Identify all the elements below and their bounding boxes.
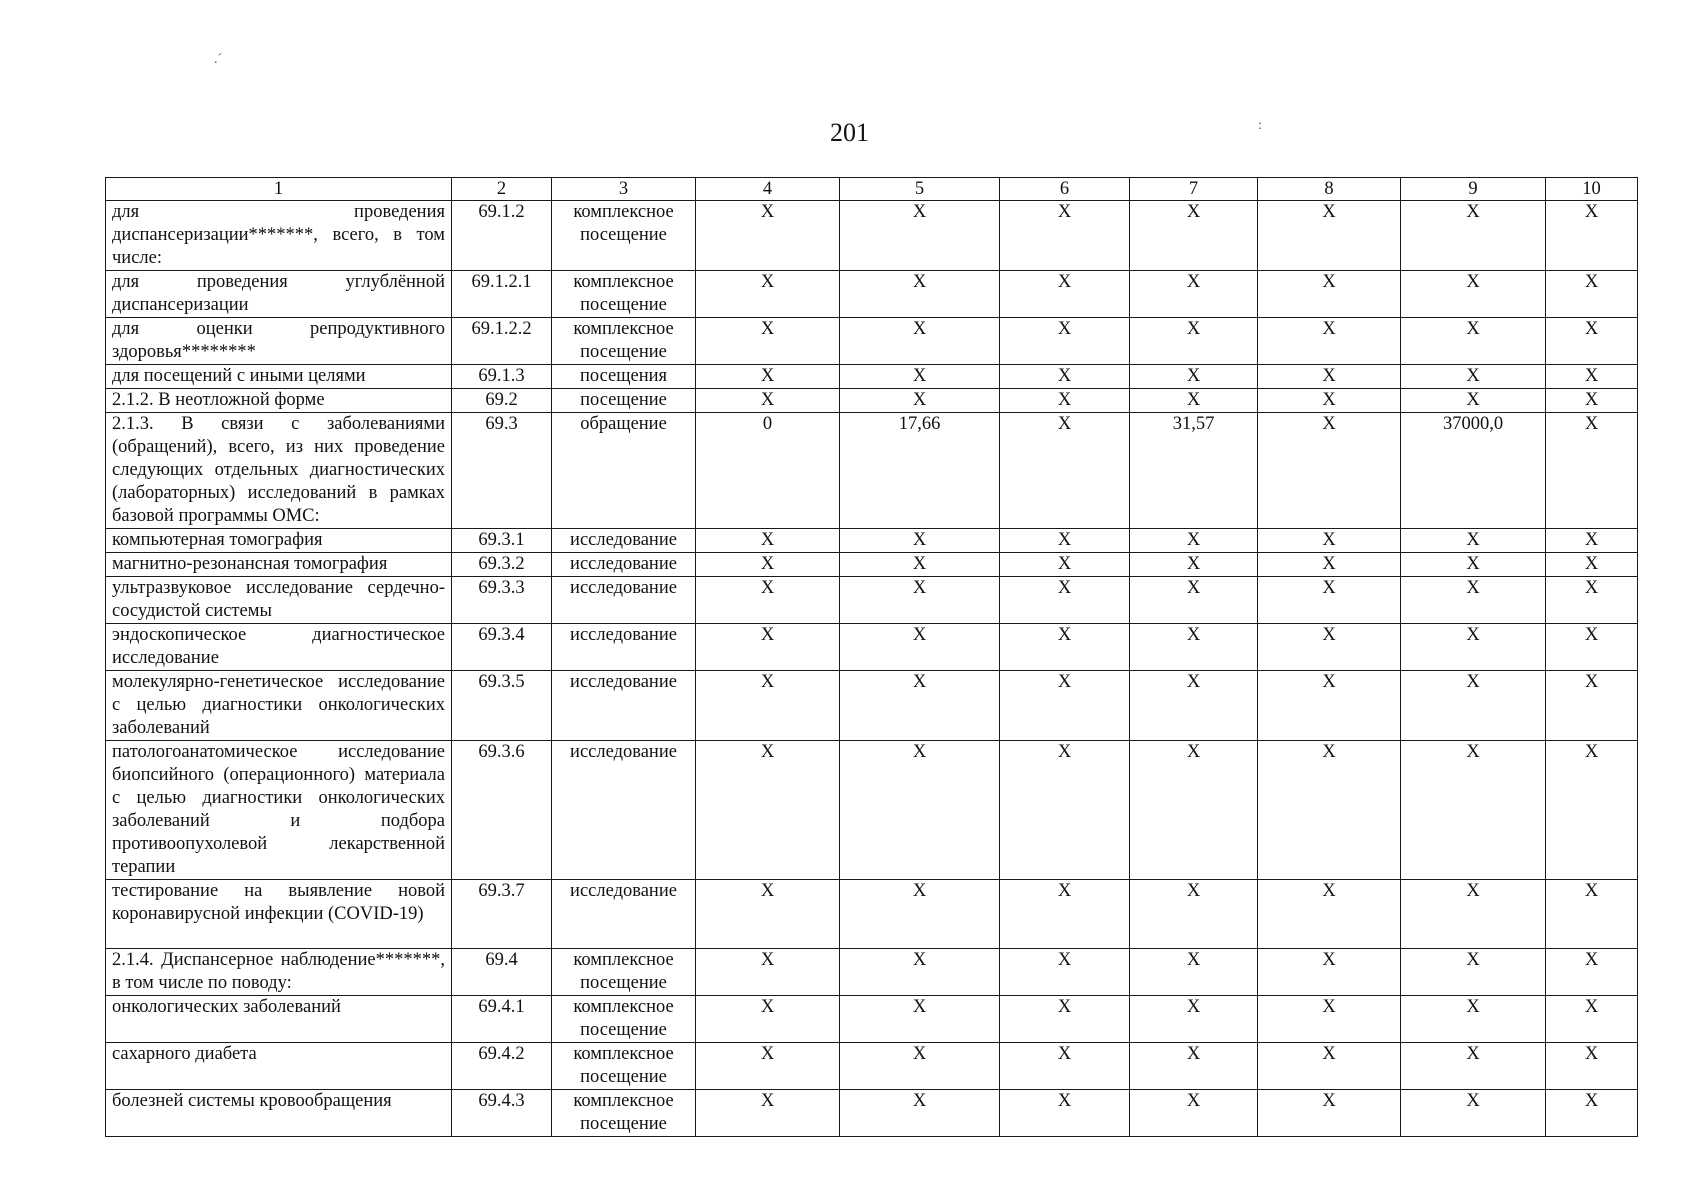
value-cell-col-7: X <box>1130 365 1258 389</box>
value-cell-col-10: X <box>1546 413 1638 529</box>
value-cell-col-6: X <box>1000 949 1130 996</box>
value-cell-col-9: X <box>1401 671 1546 741</box>
row-code-cell: 69.3.3 <box>452 577 552 624</box>
table-row <box>106 271 1638 318</box>
value-cell-col-7: X <box>1130 389 1258 413</box>
indicator-name-cell: эндоскопическое диагностическое исследование <box>106 624 452 671</box>
value-cell-col-9: X <box>1401 201 1546 271</box>
row-code-cell: 69.4 <box>452 949 552 996</box>
value-cell-col-7: X <box>1130 996 1258 1043</box>
value-cell-col-7: X <box>1130 880 1258 949</box>
scan-speck: : <box>1258 118 1262 133</box>
unit-cell: комплексное посещение <box>552 318 696 365</box>
value-cell-col-5: X <box>840 1090 1000 1137</box>
column-number-3: 3 <box>552 178 696 201</box>
indicator-name-cell: молекулярно-генетическое исследование с целью диагностики онкологических заболеваний <box>106 671 452 741</box>
value-cell-col-5: X <box>840 318 1000 365</box>
indicator-name-cell: тестирование на выявление новой коронавирусной инфекции (COVID-19) <box>106 880 452 949</box>
table-row <box>106 577 1638 624</box>
value-cell-col-9: 37000,0 <box>1401 413 1546 529</box>
column-number-7: 7 <box>1130 178 1258 201</box>
value-cell-col-6: X <box>1000 365 1130 389</box>
unit-cell: комплексное посещение <box>552 1090 696 1137</box>
value-cell-col-9: X <box>1401 529 1546 553</box>
value-cell-col-6: X <box>1000 880 1130 949</box>
value-cell-col-5: X <box>840 1043 1000 1090</box>
value-cell-col-5: X <box>840 577 1000 624</box>
row-code-cell: 69.1.3 <box>452 365 552 389</box>
row-code-cell: 69.4.3 <box>452 1090 552 1137</box>
row-code-cell: 69.3.4 <box>452 624 552 671</box>
unit-cell: исследование <box>552 624 696 671</box>
value-cell-col-10: X <box>1546 996 1638 1043</box>
value-cell-col-5: X <box>840 529 1000 553</box>
row-code-cell: 69.1.2.1 <box>452 271 552 318</box>
unit-cell: обращение <box>552 413 696 529</box>
indicator-name-cell: компьютерная томография <box>106 529 452 553</box>
value-cell-col-6: X <box>1000 577 1130 624</box>
value-cell-col-5: X <box>840 624 1000 671</box>
value-cell-col-7: X <box>1130 318 1258 365</box>
value-cell-col-9: X <box>1401 365 1546 389</box>
value-cell-col-8: X <box>1258 1090 1401 1137</box>
row-code-cell: 69.2 <box>452 389 552 413</box>
table-row <box>106 389 1638 413</box>
value-cell-col-5: X <box>840 741 1000 880</box>
value-cell-col-7: 31,57 <box>1130 413 1258 529</box>
value-cell-col-9: X <box>1401 553 1546 577</box>
value-cell-col-9: X <box>1401 624 1546 671</box>
value-cell-col-10: X <box>1546 553 1638 577</box>
value-cell-col-4: X <box>696 318 840 365</box>
value-cell-col-4: X <box>696 389 840 413</box>
value-cell-col-9: X <box>1401 389 1546 413</box>
column-number-6: 6 <box>1000 178 1130 201</box>
value-cell-col-9: X <box>1401 880 1546 949</box>
column-number-10: 10 <box>1546 178 1638 201</box>
value-cell-col-10: X <box>1546 624 1638 671</box>
column-number-1: 1 <box>106 178 452 201</box>
indicator-name-cell: ультразвуковое исследование сердечно-сосудистой системы <box>106 577 452 624</box>
indicator-name-cell: магнитно-резонансная томография <box>106 553 452 577</box>
value-cell-col-7: X <box>1130 1090 1258 1137</box>
value-cell-col-10: X <box>1546 1090 1638 1137</box>
value-cell-col-6: X <box>1000 413 1130 529</box>
unit-cell: посещение <box>552 389 696 413</box>
value-cell-col-10: X <box>1546 365 1638 389</box>
value-cell-col-10: X <box>1546 1043 1638 1090</box>
value-cell-col-7: X <box>1130 1043 1258 1090</box>
indicator-name-cell: для проведения диспансеризации*******, всего, в том числе: <box>106 201 452 271</box>
value-cell-col-4: X <box>696 553 840 577</box>
value-cell-col-6: X <box>1000 624 1130 671</box>
unit-cell: исследование <box>552 741 696 880</box>
column-number-4: 4 <box>696 178 840 201</box>
scan-speck: .´ <box>214 52 223 67</box>
page-number: 201 <box>830 118 869 147</box>
value-cell-col-8: X <box>1258 577 1401 624</box>
indicator-name-cell: 2.1.4. Диспансерное наблюдение*******, в том числе по поводу: <box>106 949 452 996</box>
indicator-name-cell: болезней системы кровообращения <box>106 1090 452 1137</box>
table-row <box>106 529 1638 553</box>
unit-cell: исследование <box>552 671 696 741</box>
value-cell-col-6: X <box>1000 741 1130 880</box>
value-cell-col-7: X <box>1130 741 1258 880</box>
row-code-cell: 69.3.2 <box>452 553 552 577</box>
value-cell-col-8: X <box>1258 880 1401 949</box>
value-cell-col-4: X <box>696 365 840 389</box>
value-cell-col-8: X <box>1258 1043 1401 1090</box>
value-cell-col-8: X <box>1258 201 1401 271</box>
indicator-name-cell: сахарного диабета <box>106 1043 452 1090</box>
value-cell-col-8: X <box>1258 671 1401 741</box>
value-cell-col-10: X <box>1546 741 1638 880</box>
value-cell-col-9: X <box>1401 1043 1546 1090</box>
unit-cell: комплексное посещение <box>552 271 696 318</box>
value-cell-col-6: X <box>1000 1090 1130 1137</box>
value-cell-col-5: X <box>840 949 1000 996</box>
value-cell-col-5: X <box>840 365 1000 389</box>
value-cell-col-4: X <box>696 741 840 880</box>
value-cell-col-10: X <box>1546 880 1638 949</box>
table-row <box>106 553 1638 577</box>
table-row <box>106 741 1638 880</box>
row-code-cell: 69.3.7 <box>452 880 552 949</box>
unit-cell: посещения <box>552 365 696 389</box>
value-cell-col-9: X <box>1401 1090 1546 1137</box>
row-code-cell: 69.3.6 <box>452 741 552 880</box>
data-table <box>105 177 1638 1137</box>
row-code-cell: 69.1.2 <box>452 201 552 271</box>
table-row <box>106 624 1638 671</box>
table-row <box>106 1090 1638 1137</box>
value-cell-col-8: X <box>1258 271 1401 318</box>
table-row <box>106 1043 1638 1090</box>
value-cell-col-5: X <box>840 880 1000 949</box>
value-cell-col-8: X <box>1258 389 1401 413</box>
unit-cell: комплексное посещение <box>552 1043 696 1090</box>
value-cell-col-4: X <box>696 996 840 1043</box>
value-cell-col-8: X <box>1258 741 1401 880</box>
value-cell-col-6: X <box>1000 201 1130 271</box>
value-cell-col-4: X <box>696 671 840 741</box>
value-cell-col-7: X <box>1130 201 1258 271</box>
column-number-row <box>106 178 1638 201</box>
table-row <box>106 880 1638 949</box>
unit-cell: комплексное посещение <box>552 996 696 1043</box>
value-cell-col-5: X <box>840 671 1000 741</box>
value-cell-col-4: X <box>696 949 840 996</box>
table-row <box>106 413 1638 529</box>
indicator-name-cell: для оценки репродуктивного здоровья******** <box>106 318 452 365</box>
value-cell-col-7: X <box>1130 529 1258 553</box>
value-cell-col-4: X <box>696 624 840 671</box>
value-cell-col-9: X <box>1401 318 1546 365</box>
value-cell-col-6: X <box>1000 318 1130 365</box>
column-number-5: 5 <box>840 178 1000 201</box>
value-cell-col-6: X <box>1000 529 1130 553</box>
table-row <box>106 996 1638 1043</box>
column-number-9: 9 <box>1401 178 1546 201</box>
value-cell-col-5: 17,66 <box>840 413 1000 529</box>
value-cell-col-6: X <box>1000 671 1130 741</box>
row-code-cell: 69.3.5 <box>452 671 552 741</box>
value-cell-col-4: X <box>696 271 840 318</box>
value-cell-col-4: X <box>696 529 840 553</box>
unit-cell: комплексное посещение <box>552 201 696 271</box>
value-cell-col-7: X <box>1130 553 1258 577</box>
table-row <box>106 671 1638 741</box>
row-code-cell: 69.3 <box>452 413 552 529</box>
unit-cell: исследование <box>552 553 696 577</box>
value-cell-col-8: X <box>1258 624 1401 671</box>
value-cell-col-6: X <box>1000 1043 1130 1090</box>
value-cell-col-4: X <box>696 1043 840 1090</box>
unit-cell: исследование <box>552 880 696 949</box>
value-cell-col-4: X <box>696 577 840 624</box>
value-cell-col-8: X <box>1258 996 1401 1043</box>
value-cell-col-10: X <box>1546 949 1638 996</box>
row-code-cell: 69.4.1 <box>452 996 552 1043</box>
row-code-cell: 69.1.2.2 <box>452 318 552 365</box>
value-cell-col-10: X <box>1546 318 1638 365</box>
value-cell-col-4: X <box>696 1090 840 1137</box>
value-cell-col-10: X <box>1546 389 1638 413</box>
unit-cell: исследование <box>552 529 696 553</box>
column-number-8: 8 <box>1258 178 1401 201</box>
value-cell-col-6: X <box>1000 389 1130 413</box>
table-row <box>106 365 1638 389</box>
value-cell-col-10: X <box>1546 671 1638 741</box>
unit-cell: комплексное посещение <box>552 949 696 996</box>
table-row <box>106 318 1638 365</box>
value-cell-col-8: X <box>1258 949 1401 996</box>
indicator-name-cell: 2.1.2. В неотложной форме <box>106 389 452 413</box>
table-row <box>106 201 1638 271</box>
value-cell-col-7: X <box>1130 624 1258 671</box>
value-cell-col-9: X <box>1401 996 1546 1043</box>
value-cell-col-9: X <box>1401 577 1546 624</box>
value-cell-col-4: 0 <box>696 413 840 529</box>
value-cell-col-8: X <box>1258 529 1401 553</box>
value-cell-col-4: X <box>696 201 840 271</box>
table-row <box>106 949 1638 996</box>
value-cell-col-7: X <box>1130 577 1258 624</box>
value-cell-col-10: X <box>1546 201 1638 271</box>
value-cell-col-4: X <box>696 880 840 949</box>
value-cell-col-7: X <box>1130 949 1258 996</box>
indicator-name-cell: патологоанатомическое исследование биопсийного (операционного) материала с целью диагностики онкологических заболеваний и подбора противоопухолевой лекарственной терапии <box>106 741 452 880</box>
value-cell-col-7: X <box>1130 671 1258 741</box>
indicator-name-cell: 2.1.3. В связи с заболеваниями (обращений), всего, из них проведение следующих отдельных диагностических (лабораторных) исследований в рамках базовой программы ОМС: <box>106 413 452 529</box>
value-cell-col-10: X <box>1546 577 1638 624</box>
value-cell-col-6: X <box>1000 996 1130 1043</box>
value-cell-col-7: X <box>1130 271 1258 318</box>
value-cell-col-5: X <box>840 553 1000 577</box>
unit-cell: исследование <box>552 577 696 624</box>
value-cell-col-5: X <box>840 996 1000 1043</box>
value-cell-col-8: X <box>1258 413 1401 529</box>
value-cell-col-9: X <box>1401 949 1546 996</box>
indicator-name-cell: для проведения углублённой диспансеризации <box>106 271 452 318</box>
value-cell-col-9: X <box>1401 741 1546 880</box>
row-code-cell: 69.3.1 <box>452 529 552 553</box>
value-cell-col-5: X <box>840 271 1000 318</box>
indicator-name-cell: для посещений с иными целями <box>106 365 452 389</box>
value-cell-col-5: X <box>840 389 1000 413</box>
value-cell-col-6: X <box>1000 553 1130 577</box>
value-cell-col-6: X <box>1000 271 1130 318</box>
row-code-cell: 69.4.2 <box>452 1043 552 1090</box>
value-cell-col-8: X <box>1258 553 1401 577</box>
indicator-name-cell: онкологических заболеваний <box>106 996 452 1043</box>
value-cell-col-5: X <box>840 201 1000 271</box>
value-cell-col-8: X <box>1258 318 1401 365</box>
value-cell-col-9: X <box>1401 271 1546 318</box>
value-cell-col-10: X <box>1546 529 1638 553</box>
value-cell-col-10: X <box>1546 271 1638 318</box>
value-cell-col-8: X <box>1258 365 1401 389</box>
column-number-2: 2 <box>452 178 552 201</box>
